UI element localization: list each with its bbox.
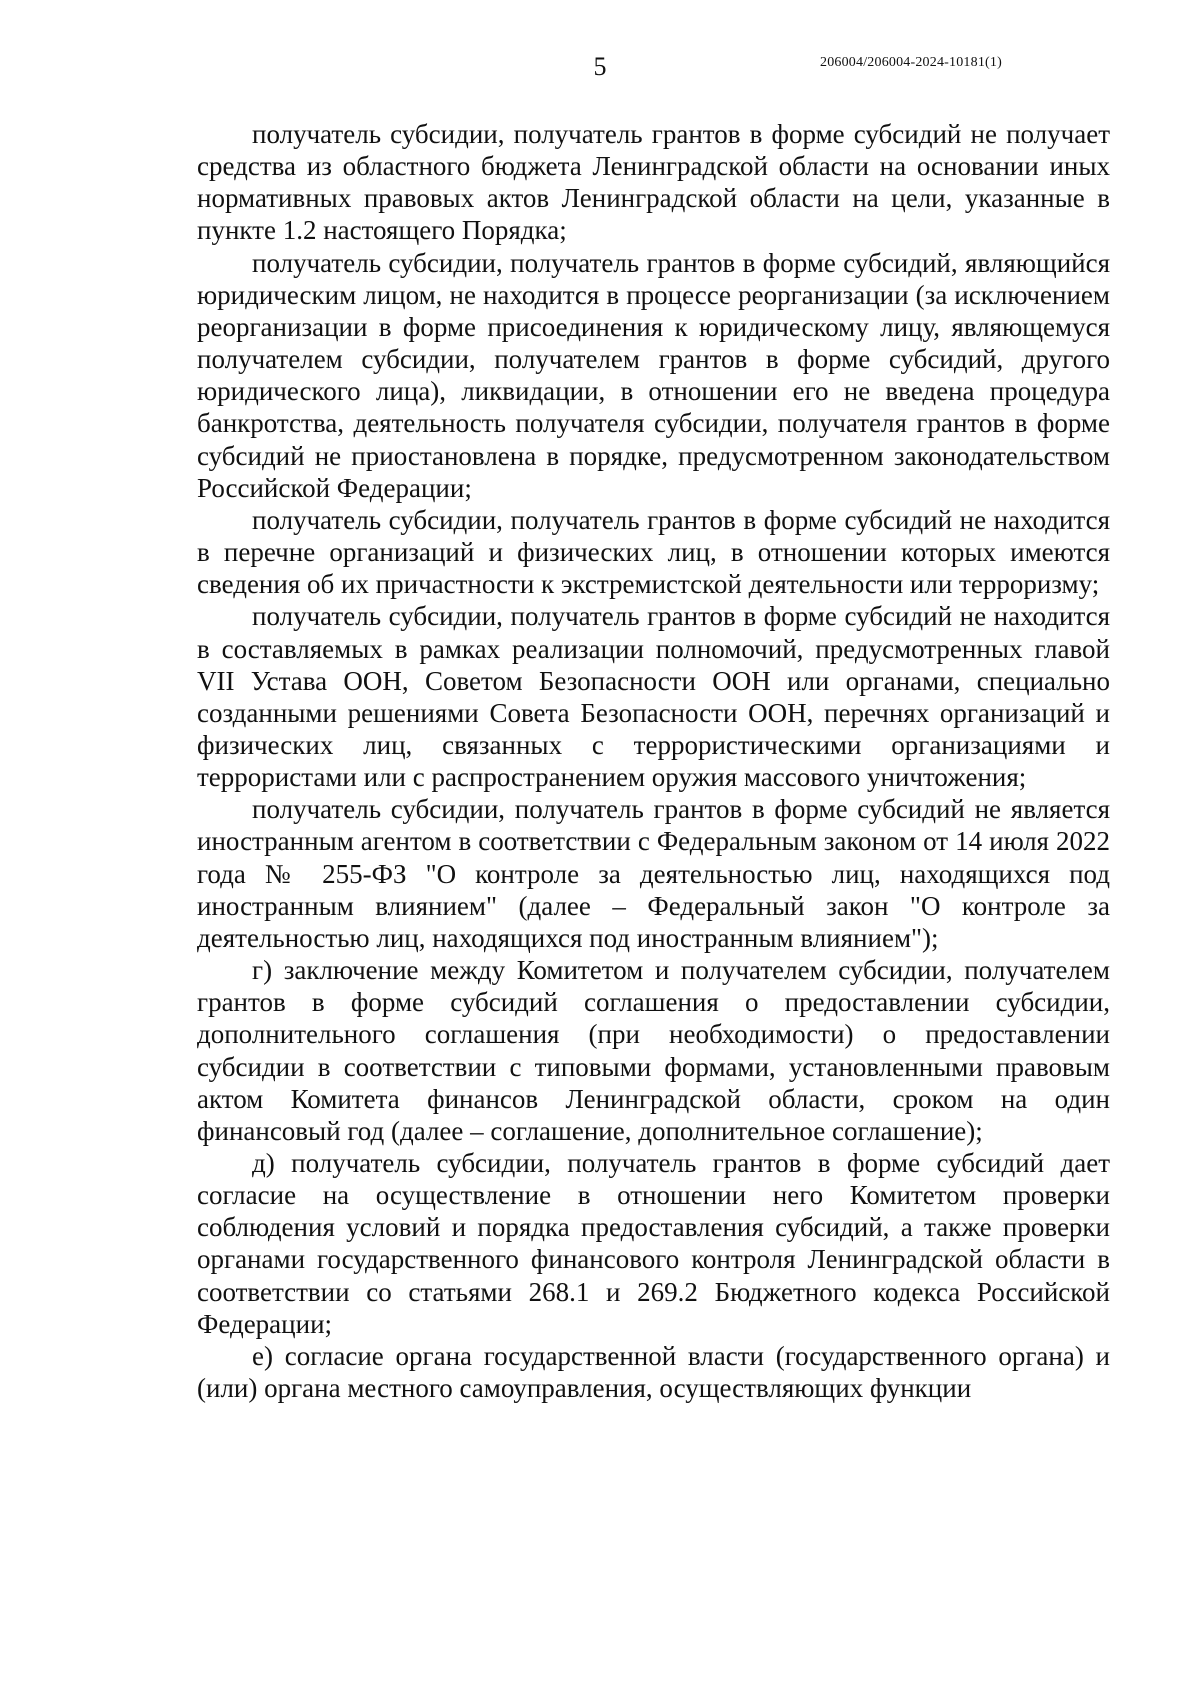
document-id: 206004/206004-2024-10181(1) <box>820 55 1002 70</box>
paragraph-e-authority-consent: е) согласие органа государственной власти (государственного органа) и (или) органа местного самоуправления, осуществляющих функции <box>197 1340 1110 1404</box>
paragraph-not-in-extremism-list: получатель субсидии, получатель грантов в форме субсидий не находится в перечне организаций и физических лиц, в отношении которых имеются сведения об их причастности к экстремистской деятельности или терроризму; <box>197 504 1110 600</box>
paragraph-not-in-un-lists: получатель субсидии, получатель грантов в форме субсидий не находится в составляемых в рамках реализации полномочий, предусмотренных главой VII Устава ООН, Советом Безопасности ООН или органами, специально созданными решениями Совета Безопасности ООН, перечнях организаций и физических лиц, связанных с террористическими организациями и террористами или с распространением оружия массового уничтожения; <box>197 601 1110 793</box>
document-body <box>197 118 1110 1404</box>
paragraph-no-other-budget-funds: получатель субсидии, получатель грантов в форме субсидий не получает средства из областного бюджета Ленинградской области на основании иных нормативных правовых актов Ленинградской области на цели, указанные в пункте 1.2 настоящего Порядка; <box>197 119 1110 246</box>
paragraph-g-agreement: г) заключение между Комитетом и получателем субсидии, получателем грантов в форме субсидий соглашения о предоставлении субсидии, дополнительного соглашения (при необходимости) о предоставлении субсидии в соответствии с типовыми формами, установленными правовым актом Комитета финансов Ленинградской области, сроком на один финансовый год (далее – соглашение, дополнительное соглашение); <box>197 955 1110 1146</box>
page-number: 5 <box>593 52 607 81</box>
paragraph-no-reorganization: получатель субсидии, получатель грантов в форме субсидий, являющийся юридическим лицом, не находится в процессе реорганизации (за исключением реорганизации в форме присоединения к юридическому лицу, являющемуся получателем субсидии, получателем грантов в форме субсидий, другого юридического лица), ликвидации, в отношении его не введена процедура банкротства, деятельность получателя субсидии, получателя грантов в форме субсидий не приостановлена в порядке, предусмотренном законодательством Российской Федерации; <box>197 247 1110 503</box>
paragraph-not-foreign-agent: получатель субсидии, получатель грантов в форме субсидий не является иностранным агентом в соответствии с Федеральным законом от 14 июля 2022 года № 255-ФЗ "О контроле за деятельностью лиц, находящихся под иностранным влиянием" (далее – Федеральный закон "О контроле за деятельностью лиц, находящихся под иностранным влиянием"); <box>197 794 1110 953</box>
paragraph-d-consent-inspection: д) получатель субсидии, получатель грантов в форме субсидий дает согласие на осуществление в отношении него Комитетом проверки соблюдения условий и порядка предоставления субсидий, а также проверки органами государственного финансового контроля Ленинградской области в соответствии со статьями 268.1 и 269.2 Бюджетного кодекса Российской Федерации; <box>197 1148 1110 1339</box>
